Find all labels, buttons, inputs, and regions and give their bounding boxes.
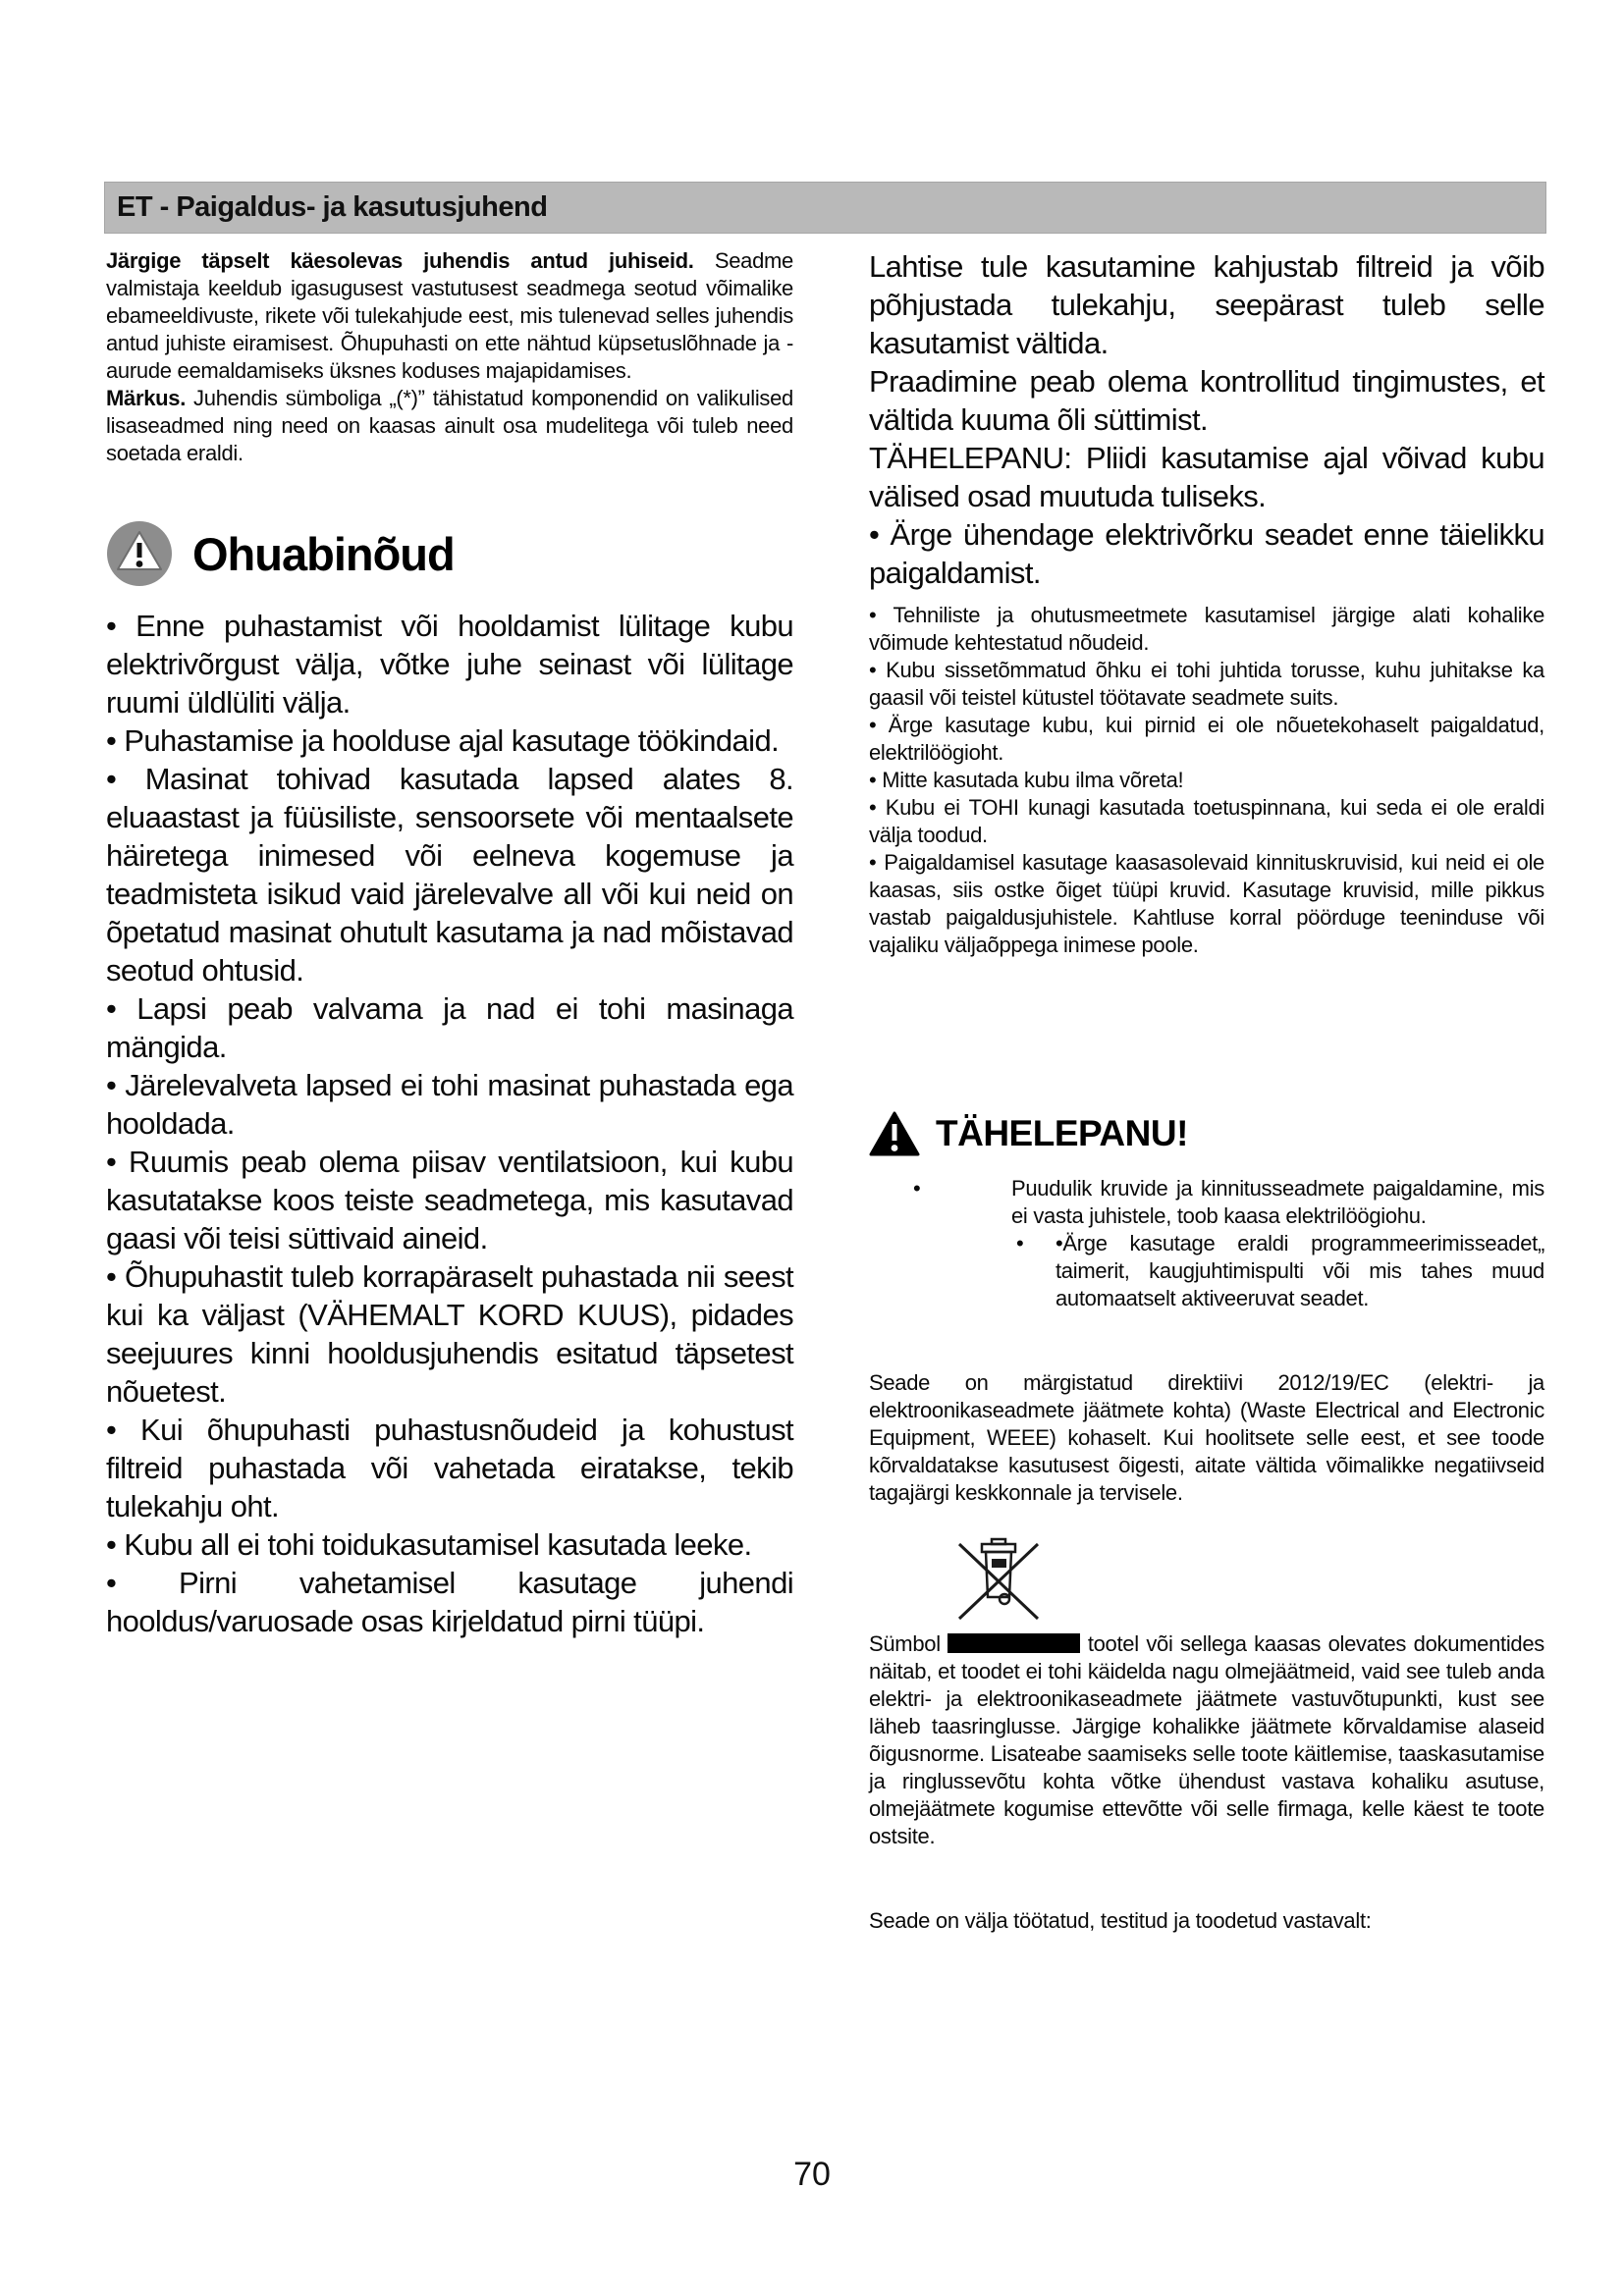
attention-item-text: •Ärge kasutage eraldi programmeerimisseadet„ taimerit, kaugjuhtimispulti või mis tahes muud automaatselt aktiveeruvat seadet. bbox=[1056, 1231, 1544, 1310]
safety-bullet: • Puhastamise ja hoolduse ajal kasutage töökindaid. bbox=[106, 723, 780, 758]
safety-bullet: • Masinat tohivad kasutada lapsed alates 8. eluaastast ja füüsiliste, sensoorsete või mentaalsete häiretega inimesed või eelneva kogemuse ja teadmisteta isikud vaid järelevalve all või kui neid on õpetatud masinat ohutult kasutama ja nad mõistavad seotud ohtusid. bbox=[106, 762, 793, 988]
note-bullet: • Ärge kasutage kubu, kui pirnid ei ole nõuetekohaselt paigaldatud, elektrilöögioht. bbox=[869, 713, 1544, 765]
safety-bullet: • Enne puhastamist või hooldamist lülitage kubu elektrivõrgust välja, võtke juhe seinast või lülitage ruumi üldlüliti välja. bbox=[106, 609, 793, 720]
paragraph: TÄHELEPANU: Pliidi kasutamise ajal võivad kubu välised osad muutuda tuliseks. bbox=[869, 441, 1544, 513]
attention-item bbox=[869, 1230, 1544, 1312]
note-bullet: • Tehniliste ja ohutusmeetmete kasutamisel järgige alati kohalike võimude kehtestatud nõudeid. bbox=[869, 603, 1544, 655]
symbol-paragraph bbox=[869, 1630, 1544, 1850]
final-line: Seade on välja töötatud, testitud ja toodetud vastavalt: bbox=[869, 1908, 1372, 1933]
left-column bbox=[106, 247, 793, 1640]
symbol-body: tootel või sellega kaasas olevates dokumentides näitab, et toodet ei tohi käidelda nagu olmejäätmeid, vaid see tuleb anda elektri- ja elektroonikaseadmete jäätmete vastuvõtupunkti, kust see läheb taasringlusse. Järgige kohalikke jäätmete kõrvaldamise alaseid õigusnorme. Lisateabe saamiseks selle toote käitlemise, taaskasutamise ja ringlussevõtu kohta võtke ühendust vastava kohaliku asutuse, olmejäätmete kogumise ettevõtte või selle firmaga, kelle käest te toote ostsite. bbox=[869, 1631, 1545, 1848]
symbol-lead: Sümbol bbox=[869, 1631, 941, 1656]
bullet-marker: • bbox=[1016, 1231, 1024, 1255]
technical-notes bbox=[869, 602, 1544, 959]
page-title: ET - Paigaldus- ja kasutusjuhend bbox=[117, 191, 548, 223]
right-column bbox=[869, 247, 1544, 1935]
warning-circle-icon bbox=[106, 520, 173, 587]
intro-body: Seadme valmistaja keeldub igasugusest vastutusest seadmega seotud võimalike ebameeldivuste, rikete või tulekahjude eest, mis tulenevad selles juhendis antud juhiste eiramisest. Õhupuhasti on ette nähtud küpsetuslõhnade ja - aurude eemaldamiseks üksnes koduses majapidamises. bbox=[106, 248, 793, 383]
note-bullet: • Mitte kasutada kubu ilma võreta! bbox=[869, 768, 1184, 792]
weee-symbol-wrap bbox=[953, 1534, 1544, 1627]
paragraph: Praadimine peab olema kontrollitud tingimustes, et vältida kuuma õli süttimist. bbox=[869, 364, 1544, 437]
safety-bullet: • Kubu all ei tohi toidukasutamisel kasutada leeke. bbox=[106, 1527, 752, 1562]
note-bullet: • Kubu ei TOHI kunagi kasutada toetuspinnana, kui seda ei ole eraldi välja toodud. bbox=[869, 795, 1544, 847]
weee-bin-icon bbox=[953, 1534, 1044, 1625]
note-bullet: • Kubu sissetõmmatud õhku ei tohi juhtida torusse, kuhu juhitakse ka gaasil või teistel kütustel töötavate seadmete suits. bbox=[869, 658, 1544, 710]
note-paragraph bbox=[106, 385, 793, 467]
weee-directive-paragraph: Seade on märgistatud direktiivi 2012/19/EC (elektri- ja elektroonikaseadmete jäätmete kohta) (Waste Electrical and Electronic Equipment, WEEE) kohaselt. Kui hoolitsete selle eest, et see toode kõrvaldatakse kasutusest õigesti, aitate vältida võimalikke negatiivseid tagajärgi keskkonnale ja tervisele. bbox=[869, 1370, 1544, 1505]
warning-triangle-icon bbox=[869, 1111, 920, 1156]
black-bar-symbol bbox=[947, 1633, 1080, 1653]
safety-bullet: • Lapsi peab valvama ja nad ei tohi masinaga mängida. bbox=[106, 991, 793, 1064]
safety-bullet: • Ruumis peab olema piisav ventilatsioon, kui kubu kasutatakse koos teiste seadmetega, mis kasutavad gaasi või teisi süttivaid aineid. bbox=[106, 1145, 793, 1255]
note-body: Juhendis sümboliga „(*)” tähistatud komponendid on valikulised lisaseadmed ning need on kaasas ainult osa mudelitega või tuleb need soetada eraldi. bbox=[106, 386, 793, 465]
intro-paragraph bbox=[106, 247, 793, 385]
attention-item bbox=[869, 1175, 1544, 1230]
note-bullet: • Paigaldamisel kasutage kaasasolevaid kinnituskruvisid, kui neid ei ole kaasas, siis ostke õiget tüüpi kruvid. Kasutage kruvisid, mille pikkus vastab paigaldusjuhistele. Kahtluse korral pöörduge teeninduse või vajaliku väljaõppega inimese poole. bbox=[869, 850, 1544, 957]
note-lead: Märkus. bbox=[106, 386, 187, 410]
safety-bullet: • Õhupuhastit tuleb korrapäraselt puhastada nii seest kui ka väljast (VÄHEMALT KORD KUUS), pidades seejuures kinni hooldusjuhendis esitatud täpsetest nõuetest. bbox=[106, 1259, 793, 1409]
section-title: Ohuabinõud bbox=[192, 527, 455, 580]
paragraph: Lahtise tule kasutamine kahjustab filtreid ja võib põhjustada tulekahju, seepärast tuleb selle kasutamist vältida. bbox=[869, 249, 1544, 360]
paragraph: • Ärge ühendage elektrivõrku seadet enne täielikku paigaldamist. bbox=[869, 517, 1544, 590]
safety-bullet: • Kui õhupuhasti puhastusnõudeid ja kohustust filtreid puhastada või vahetada eiratakse, tekib tulekahju oht. bbox=[106, 1413, 793, 1523]
section-heading bbox=[106, 518, 793, 589]
attention-title: TÄHELEPANU! bbox=[936, 1113, 1188, 1153]
intro-lead: Järgige täpselt käesolevas juhendis antud juhiseid. bbox=[106, 248, 694, 273]
bullet-marker: • bbox=[913, 1176, 921, 1201]
header-bar bbox=[104, 182, 1546, 234]
attention-item-text: Puudulik kruvide ja kinnitusseadmete paigaldamine, mis ei vasta juhistele, toob kaasa elektrilöögiohu. bbox=[1011, 1176, 1544, 1228]
attention-heading bbox=[869, 1104, 1544, 1163]
safety-bullet: • Järelevalveta lapsed ei tohi masinat puhastada ega hooldada. bbox=[106, 1068, 793, 1141]
page-number: 70 bbox=[793, 2156, 831, 2193]
safety-bullet: • Pirni vahetamisel kasutage juhendi hooldus/varuosade osas kirjeldatud pirni tüüpi. bbox=[106, 1566, 793, 1638]
